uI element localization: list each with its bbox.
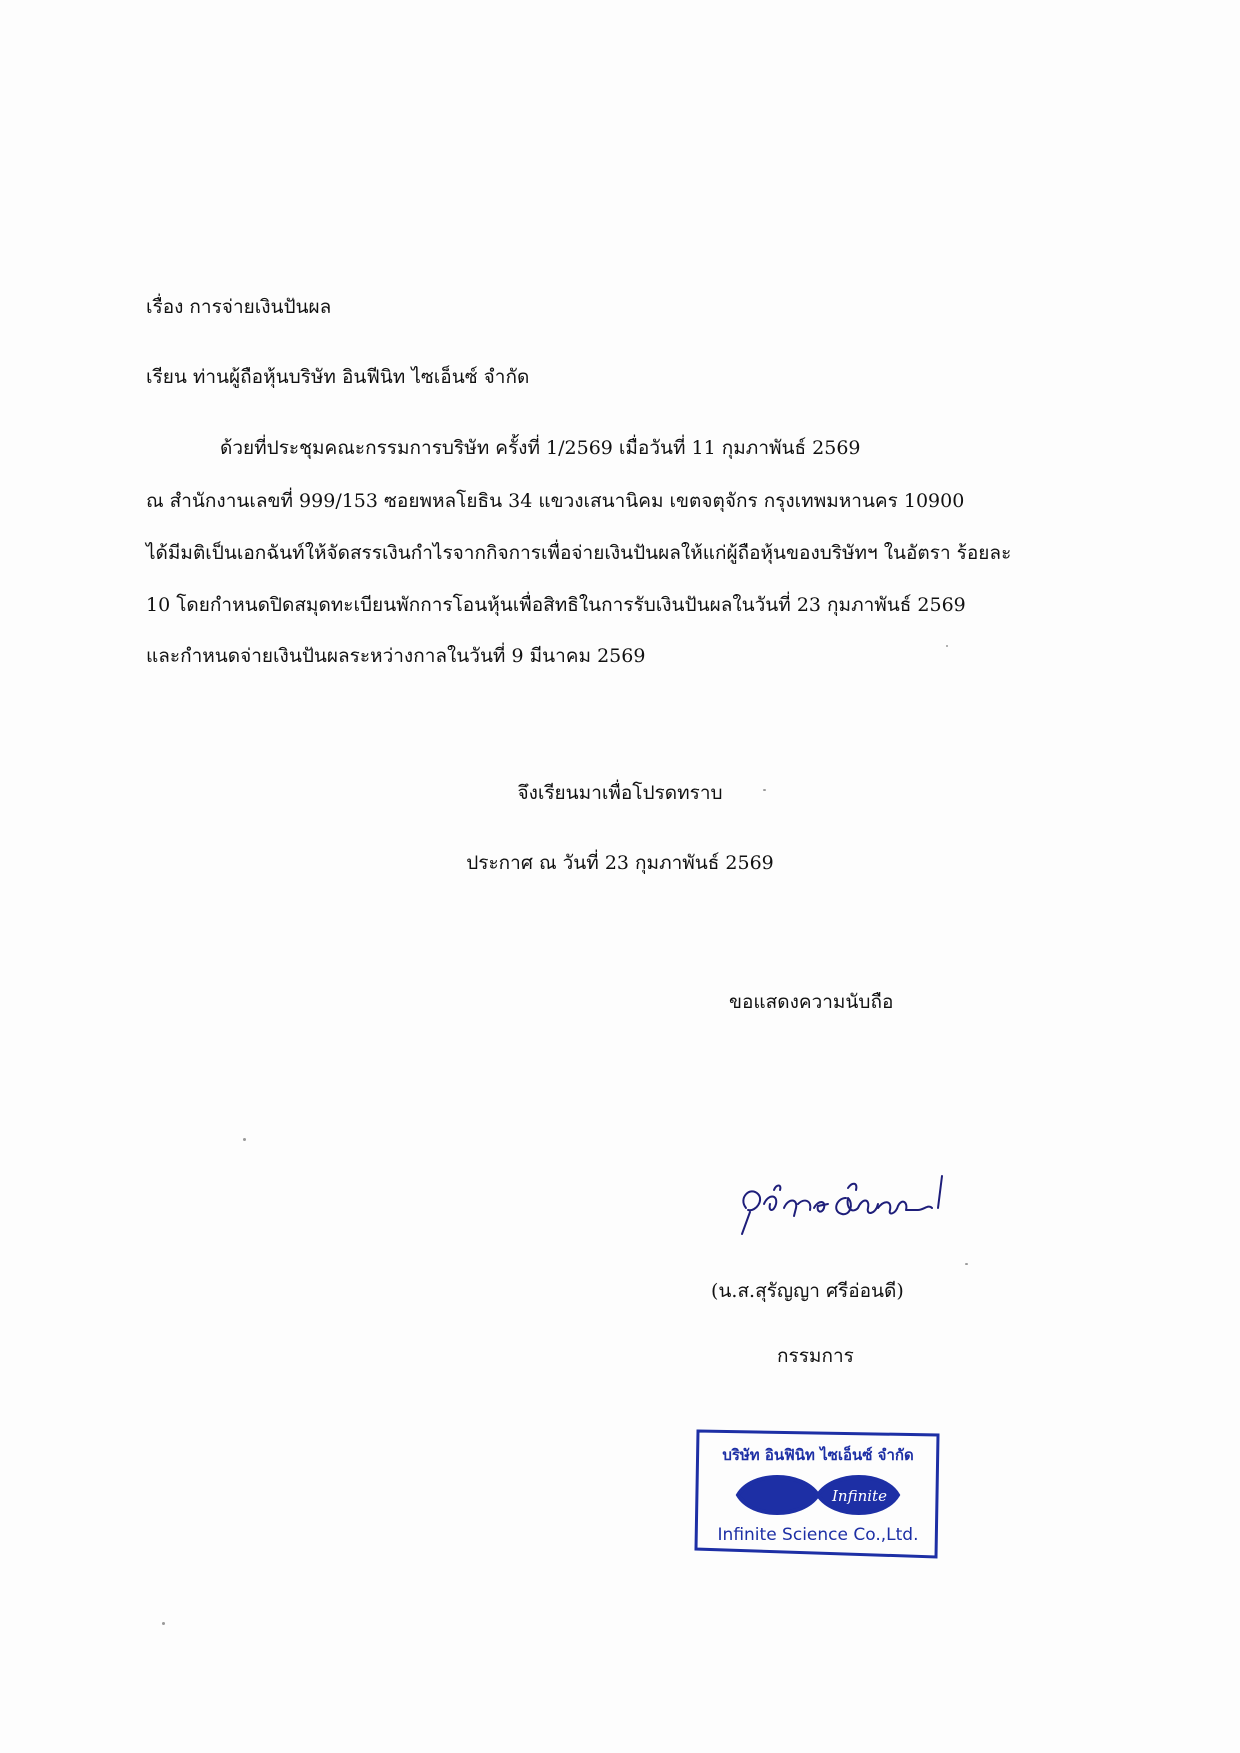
regards-line: ขอแสดงความนับถือ — [729, 991, 894, 1013]
body-line-5: และกำหนดจ่ายเงินปันผลระหว่างกาลในวันที่ 9 มีนาคม 2569 — [146, 645, 646, 667]
body-line-3: ได้มีมติเป็นเอกฉันท์ให้จัดสรรเงินกำไรจากกิจการเพื่อจ่ายเงินปันผลให้แก่ผู้ถือหุ้นของบริษัทฯ ในอัตรา ร้อยละ — [146, 542, 1012, 564]
stamp-thai-name: บริษัท อินฟินิท ไซเอ็นซ์ จำกัด — [722, 1446, 914, 1464]
recipient-line: เรียน ท่านผู้ถือหุ้นบริษัท อินฟีนิท ไซเอ็นซ์ จำกัด — [146, 366, 530, 388]
handwritten-signature — [728, 1168, 968, 1248]
stamp-english-name: Infinite Science Co.,Ltd. — [717, 1525, 919, 1545]
subject-line: เรื่อง การจ่ายเงินปันผล — [146, 296, 332, 318]
stamp-logo-text: Infinite — [832, 1487, 887, 1505]
body-line-2: ณ สำนักงานเลขที่ 999/153 ซอยพหลโยธิน 34 แขวงเสนานิคม เขตจตุจักร กรุงเทพมหานคร 10900 — [146, 490, 965, 512]
company-stamp — [692, 1423, 944, 1563]
body-line-1: ด้วยที่ประชุมคณะกรรมการบริษัท ครั้งที่ 1/2569 เมื่อวันที่ 11 กุมภาพันธ์ 2569 — [220, 437, 861, 459]
scan-speck — [162, 1622, 165, 1625]
scan-speck — [763, 789, 766, 791]
scan-speck — [965, 1263, 968, 1265]
signer-name: (น.ส.สุรัญญา ศรีอ่อนดี) — [711, 1280, 904, 1302]
scan-speck — [243, 1138, 246, 1141]
scan-speck — [946, 645, 948, 647]
body-line-4: 10 โดยกำหนดปิดสมุดทะเบียนพักการโอนหุ้นเพื่อสิทธิในการรับเงินปันผลในวันที่ 23 กุมภาพันธ์ 2569 — [146, 594, 966, 616]
signer-position: กรรมการ — [777, 1345, 854, 1367]
closing-line: จึงเรียนมาเพื่อโปรดทราบ — [517, 782, 723, 804]
announcement-date: ประกาศ ณ วันที่ 23 กุมภาพันธ์ 2569 — [466, 852, 774, 874]
